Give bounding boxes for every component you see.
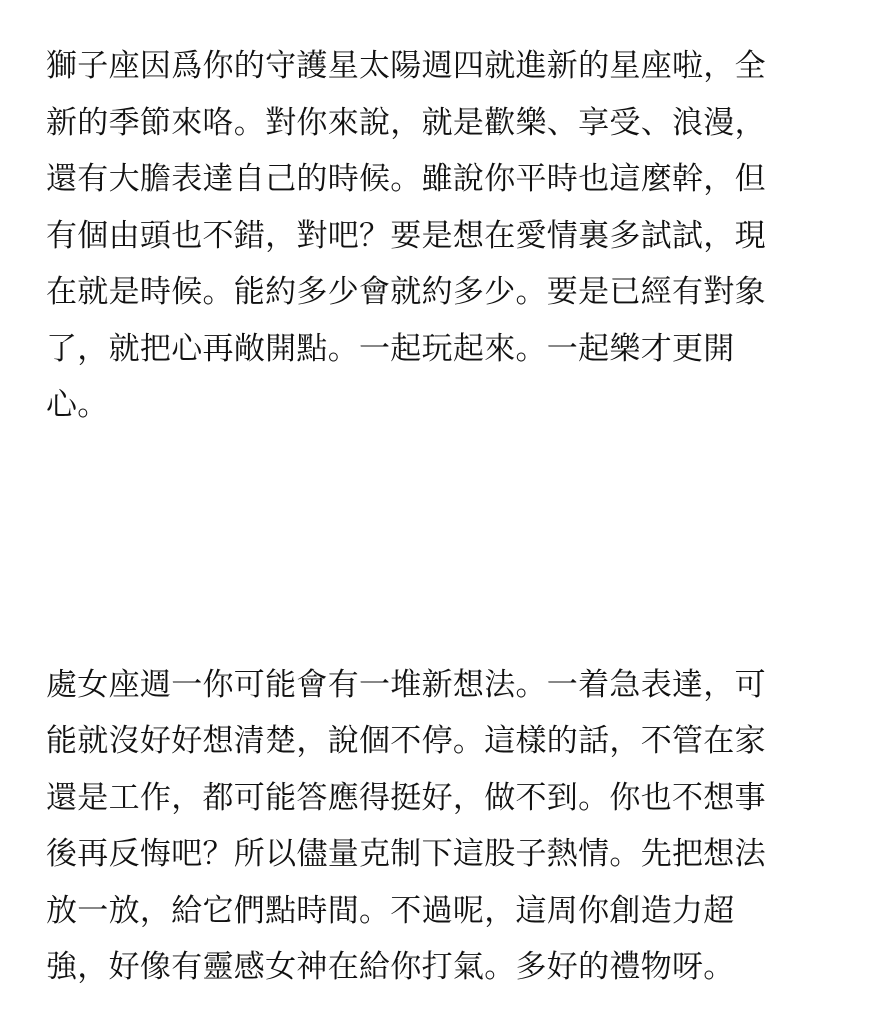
text-line: 放一放，給它們點時間。不過呢，這周你創造力超 (46, 892, 735, 929)
paragraph-spacer (46, 434, 826, 657)
text-line: 能就沒好好想清楚，說個不停。這樣的話，不管在家 (46, 723, 766, 759)
text-line: 獅子座因爲你的守護星太陽週四就進新的星座啦，全 (46, 48, 766, 84)
leo-paragraph (46, 38, 826, 434)
virgo-paragraph (46, 657, 826, 996)
text-line: 有個由頭也不錯，對吧？要是想在愛情裏多試試，現 (46, 217, 766, 254)
horoscope-article (46, 38, 826, 996)
text-line: 後再反悔吧？所以儘量克制下這股子熱情。先把想法 (46, 836, 766, 872)
text-line: 新的季節來咯。對你來說，就是歡樂、享受、浪漫， (46, 104, 766, 141)
text-line: 還是工作，都可能答應得挺好，做不到。你也不想事 (46, 779, 766, 816)
text-line: 心。 (46, 387, 109, 423)
text-line: 強，好像有靈感女神在給你打氣。多好的禮物呀。 (46, 949, 735, 985)
text-line: 還有大膽表達自己的時候。雖說你平時也這麼幹，但 (46, 161, 766, 197)
text-line: 處女座週一你可能會有一堆新想法。一着急表達，可 (46, 666, 766, 703)
text-line: 在就是時候。能約多少會就約多少。要是已經有對象 (46, 274, 766, 310)
text-line: 了，就把心再敞開點。一起玩起來。一起樂才更開 (46, 330, 735, 367)
